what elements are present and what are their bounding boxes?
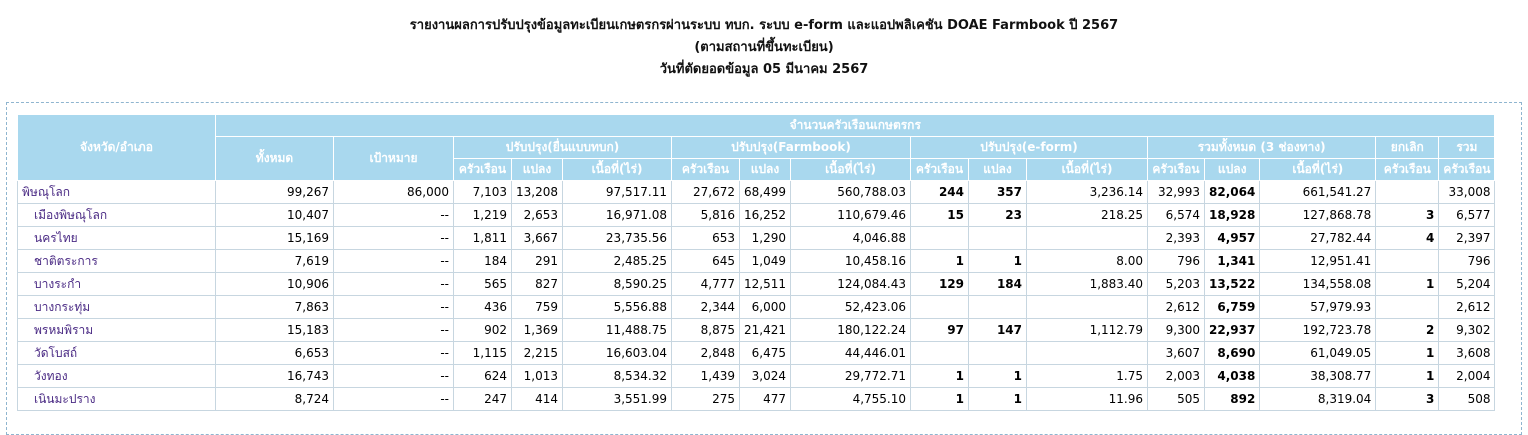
header-plot: แปลง [740, 159, 791, 181]
table-row [18, 204, 1495, 227]
cell-all-hh: 9,300 [1148, 319, 1205, 342]
cell-fb-hh: 1,439 [672, 365, 740, 388]
cell-sum: 2,612 [1439, 296, 1495, 319]
cell-fb-hh: 27,672 [672, 181, 740, 204]
cell-tbk-area: 97,517.11 [563, 181, 672, 204]
cell-total: 8,724 [216, 388, 334, 411]
cell-all-plot: 4,038 [1205, 365, 1260, 388]
cell-cancel: 4 [1376, 227, 1439, 250]
cell-tbk-plot: 2,653 [512, 204, 563, 227]
cell-total: 15,183 [216, 319, 334, 342]
cell-target: -- [334, 388, 454, 411]
cell-total: 7,863 [216, 296, 334, 319]
cell-ef-area: 8.00 [1027, 250, 1148, 273]
table-row [18, 319, 1495, 342]
cell-all-area: 127,868.78 [1260, 204, 1376, 227]
header-household: ครัวเรือน [1148, 159, 1205, 181]
cell-tbk-hh: 565 [454, 273, 512, 296]
cell-target: -- [334, 227, 454, 250]
cell-fb-plot: 6,000 [740, 296, 791, 319]
cell-all-area: 192,723.78 [1260, 319, 1376, 342]
cell-ef-area [1027, 342, 1148, 365]
cell-total: 6,653 [216, 342, 334, 365]
cell-fb-hh: 8,875 [672, 319, 740, 342]
cell-tbk-plot: 759 [512, 296, 563, 319]
cell-ef-plot: 23 [969, 204, 1027, 227]
cell-ef-area: 218.25 [1027, 204, 1148, 227]
cell-all-area: 27,782.44 [1260, 227, 1376, 250]
table-row [18, 342, 1495, 365]
header-household: ครัวเรือน [911, 159, 969, 181]
header-household: ครัวเรือน [1439, 159, 1495, 181]
cell-sum: 2,397 [1439, 227, 1495, 250]
district-link[interactable]: นครไทย [18, 227, 216, 250]
cell-total: 7,619 [216, 250, 334, 273]
header-household: ครัวเรือน [454, 159, 512, 181]
cell-fb-hh: 5,816 [672, 204, 740, 227]
cell-ef-area: 1,883.40 [1027, 273, 1148, 296]
header-plot: แปลง [1205, 159, 1260, 181]
cell-tbk-area: 3,551.99 [563, 388, 672, 411]
cell-total: 16,743 [216, 365, 334, 388]
cell-fb-hh: 4,777 [672, 273, 740, 296]
cell-ef-area: 1.75 [1027, 365, 1148, 388]
cell-fb-area: 4,755.10 [791, 388, 911, 411]
cell-ef-plot [969, 342, 1027, 365]
cell-tbk-plot: 291 [512, 250, 563, 273]
cell-all-hh: 3,607 [1148, 342, 1205, 365]
cell-fb-area: 560,788.03 [791, 181, 911, 204]
cell-cancel: 1 [1376, 365, 1439, 388]
cell-cancel: 1 [1376, 273, 1439, 296]
cell-ef-hh: 129 [911, 273, 969, 296]
cell-fb-hh: 275 [672, 388, 740, 411]
cell-all-hh: 796 [1148, 250, 1205, 273]
header-area: เนื้อที่(ไร่) [1027, 159, 1148, 181]
cell-target: -- [334, 319, 454, 342]
district-link[interactable]: บางกระทุ่ม [18, 296, 216, 319]
cell-fb-area: 180,122.24 [791, 319, 911, 342]
cell-fb-area: 110,679.46 [791, 204, 911, 227]
cell-fb-area: 4,046.88 [791, 227, 911, 250]
cell-ef-plot [969, 296, 1027, 319]
cell-all-area: 61,049.05 [1260, 342, 1376, 365]
header-group-all: รวมทั้งหมด (3 ช่องทาง) [1148, 137, 1376, 159]
table-row [18, 181, 1495, 204]
cell-cancel [1376, 296, 1439, 319]
cell-tbk-area: 11,488.75 [563, 319, 672, 342]
cell-ef-hh: 244 [911, 181, 969, 204]
cell-ef-plot [969, 227, 1027, 250]
cell-ef-area [1027, 296, 1148, 319]
cell-fb-plot: 3,024 [740, 365, 791, 388]
cell-cancel [1376, 181, 1439, 204]
header-households-group: จำนวนครัวเรือนเกษตรกร [216, 115, 1495, 137]
header-plot: แปลง [969, 159, 1027, 181]
cell-all-area: 134,558.08 [1260, 273, 1376, 296]
cell-target: -- [334, 204, 454, 227]
header-total: ทั้งหมด [216, 137, 334, 181]
cell-fb-area: 52,423.06 [791, 296, 911, 319]
cell-ef-plot: 357 [969, 181, 1027, 204]
cell-tbk-hh: 1,811 [454, 227, 512, 250]
cell-fb-hh: 645 [672, 250, 740, 273]
cell-sum: 9,302 [1439, 319, 1495, 342]
table-row [18, 365, 1495, 388]
header-group-tbk: ปรับปรุง(ยื่นแบบทบก) [454, 137, 672, 159]
cell-cancel: 2 [1376, 319, 1439, 342]
cell-fb-plot: 1,049 [740, 250, 791, 273]
cell-ef-hh: 1 [911, 388, 969, 411]
cell-target: -- [334, 273, 454, 296]
cell-all-plot: 82,064 [1205, 181, 1260, 204]
cell-all-area: 38,308.77 [1260, 365, 1376, 388]
cell-fb-plot: 68,499 [740, 181, 791, 204]
cell-all-plot: 4,957 [1205, 227, 1260, 250]
cell-all-hh: 5,203 [1148, 273, 1205, 296]
cell-sum: 6,577 [1439, 204, 1495, 227]
cell-tbk-area: 5,556.88 [563, 296, 672, 319]
cell-all-area: 8,319.04 [1260, 388, 1376, 411]
cell-fb-area: 44,446.01 [791, 342, 911, 365]
header-area: เนื้อที่(ไร่) [791, 159, 911, 181]
cell-all-hh: 2,003 [1148, 365, 1205, 388]
cell-cancel: 3 [1376, 388, 1439, 411]
cell-all-hh: 32,993 [1148, 181, 1205, 204]
cell-all-area: 661,541.27 [1260, 181, 1376, 204]
cell-fb-area: 29,772.71 [791, 365, 911, 388]
cell-tbk-area: 16,971.08 [563, 204, 672, 227]
cell-all-hh: 2,612 [1148, 296, 1205, 319]
table-row [18, 250, 1495, 273]
cell-cancel: 3 [1376, 204, 1439, 227]
header-household: ครัวเรือน [1376, 159, 1439, 181]
cell-all-area: 57,979.93 [1260, 296, 1376, 319]
cell-fb-plot: 6,475 [740, 342, 791, 365]
header-target: เป้าหมาย [334, 137, 454, 181]
cell-tbk-area: 8,590.25 [563, 273, 672, 296]
header-plot: แปลง [512, 159, 563, 181]
cell-ef-plot: 1 [969, 365, 1027, 388]
cell-tbk-area: 16,603.04 [563, 342, 672, 365]
cell-ef-plot: 184 [969, 273, 1027, 296]
header-group-sum: รวม [1439, 137, 1495, 159]
district-link[interactable]: ชาติตระการ [18, 250, 216, 273]
cell-target: -- [334, 250, 454, 273]
cell-tbk-area: 2,485.25 [563, 250, 672, 273]
cell-cancel [1376, 250, 1439, 273]
cell-ef-plot: 1 [969, 388, 1027, 411]
cell-tbk-hh: 1,219 [454, 204, 512, 227]
cell-ef-plot: 147 [969, 319, 1027, 342]
cell-tbk-hh: 1,115 [454, 342, 512, 365]
cell-fb-plot: 12,511 [740, 273, 791, 296]
cell-ef-hh [911, 342, 969, 365]
cell-total: 10,906 [216, 273, 334, 296]
header-household: ครัวเรือน [672, 159, 740, 181]
district-link[interactable]: เนินมะปราง [18, 388, 216, 411]
cell-all-plot: 18,928 [1205, 204, 1260, 227]
cell-fb-plot: 477 [740, 388, 791, 411]
cell-cancel: 1 [1376, 342, 1439, 365]
cell-ef-hh: 1 [911, 365, 969, 388]
cell-sum: 5,204 [1439, 273, 1495, 296]
cell-ef-area: 1,112.79 [1027, 319, 1148, 342]
cell-tbk-hh: 7,103 [454, 181, 512, 204]
cell-tbk-hh: 902 [454, 319, 512, 342]
cell-target: -- [334, 365, 454, 388]
district-link[interactable]: บางระกำ [18, 273, 216, 296]
header-province: จังหวัด/อำเภอ [18, 115, 216, 181]
cell-ef-hh: 1 [911, 250, 969, 273]
cell-fb-area: 124,084.43 [791, 273, 911, 296]
cell-all-area: 12,951.41 [1260, 250, 1376, 273]
header-area: เนื้อที่(ไร่) [1260, 159, 1376, 181]
cell-ef-hh: 97 [911, 319, 969, 342]
cell-all-plot: 892 [1205, 388, 1260, 411]
cell-tbk-area: 23,735.56 [563, 227, 672, 250]
header-group-farmbook: ปรับปรุง(Farmbook) [672, 137, 911, 159]
cell-ef-plot: 1 [969, 250, 1027, 273]
table-row [18, 388, 1495, 411]
cell-ef-hh: 15 [911, 204, 969, 227]
cell-tbk-plot: 3,667 [512, 227, 563, 250]
report-title: รายงานผลการปรับปรุงข้อมูลทะเบียนเกษตรกรผ่านระบบ ทบก. ระบบ e-form และแอปพลิเคชัน DOAE Farmbook ปี 2567 [409, 18, 1119, 33]
cell-ef-area [1027, 227, 1148, 250]
cell-ef-area: 11.96 [1027, 388, 1148, 411]
cell-all-hh: 2,393 [1148, 227, 1205, 250]
district-link[interactable]: วัดโบสถ์ [18, 342, 216, 365]
cell-tbk-hh: 184 [454, 250, 512, 273]
table-body [18, 181, 1495, 411]
cell-ef-area: 3,236.14 [1027, 181, 1148, 204]
header-group-eform: ปรับปรุง(e-form) [911, 137, 1148, 159]
cell-tbk-plot: 1,369 [512, 319, 563, 342]
cell-target: -- [334, 342, 454, 365]
report-table [17, 114, 1495, 411]
cell-ef-hh [911, 296, 969, 319]
cell-all-plot: 22,937 [1205, 319, 1260, 342]
cell-fb-plot: 16,252 [740, 204, 791, 227]
cell-sum: 3,608 [1439, 342, 1495, 365]
cell-fb-hh: 653 [672, 227, 740, 250]
cell-ef-hh [911, 227, 969, 250]
report-date: วันที่ตัดยอดข้อมูล 05 มีนาคม 2567 [659, 62, 869, 77]
cell-tbk-plot: 1,013 [512, 365, 563, 388]
cell-sum: 796 [1439, 250, 1495, 273]
header-area: เนื้อที่(ไร่) [563, 159, 672, 181]
cell-fb-hh: 2,848 [672, 342, 740, 365]
cell-tbk-plot: 414 [512, 388, 563, 411]
table-row [18, 227, 1495, 250]
cell-target: 86,000 [334, 181, 454, 204]
cell-all-plot: 8,690 [1205, 342, 1260, 365]
cell-total: 99,267 [216, 181, 334, 204]
cell-tbk-plot: 2,215 [512, 342, 563, 365]
table-row [18, 296, 1495, 319]
cell-sum: 508 [1439, 388, 1495, 411]
cell-all-hh: 6,574 [1148, 204, 1205, 227]
header-group-cancel: ยกเลิก [1376, 137, 1439, 159]
province-link[interactable]: พิษณุโลก [18, 181, 216, 204]
cell-tbk-plot: 13,208 [512, 181, 563, 204]
cell-fb-area: 10,458.16 [791, 250, 911, 273]
cell-fb-hh: 2,344 [672, 296, 740, 319]
cell-tbk-hh: 247 [454, 388, 512, 411]
cell-tbk-area: 8,534.32 [563, 365, 672, 388]
cell-all-hh: 505 [1148, 388, 1205, 411]
cell-all-plot: 6,759 [1205, 296, 1260, 319]
report-subtitle: (ตามสถานที่ขึ้นทะเบียน) [694, 40, 834, 55]
cell-fb-plot: 1,290 [740, 227, 791, 250]
district-link[interactable]: เมืองพิษณุโลก [18, 204, 216, 227]
cell-total: 10,407 [216, 204, 334, 227]
cell-tbk-hh: 624 [454, 365, 512, 388]
cell-tbk-plot: 827 [512, 273, 563, 296]
cell-all-plot: 1,341 [1205, 250, 1260, 273]
cell-tbk-hh: 436 [454, 296, 512, 319]
table-row [18, 273, 1495, 296]
district-link[interactable]: พรหมพิราม [18, 319, 216, 342]
cell-all-plot: 13,522 [1205, 273, 1260, 296]
cell-target: -- [334, 296, 454, 319]
cell-fb-plot: 21,421 [740, 319, 791, 342]
cell-total: 15,169 [216, 227, 334, 250]
district-link[interactable]: วังทอง [18, 365, 216, 388]
cell-sum: 33,008 [1439, 181, 1495, 204]
cell-sum: 2,004 [1439, 365, 1495, 388]
